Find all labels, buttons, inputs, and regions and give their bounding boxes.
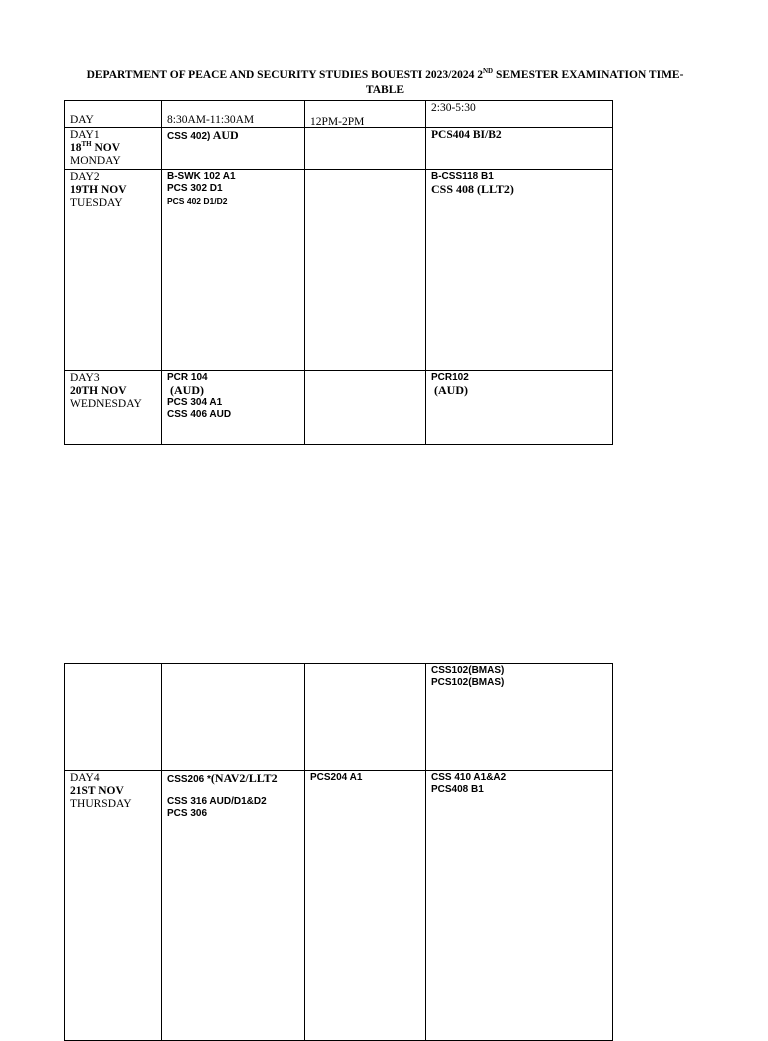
day3-slot3-venue: (AUD) <box>431 383 468 397</box>
title-line1: DEPARTMENT OF PEACE AND SECURITY STUDIES BOUESTI 2023/2024 2 <box>86 69 483 81</box>
continued-slot3-course-2: PCS102(BMAS) <box>431 677 505 688</box>
day3-slot3 <box>426 371 613 445</box>
day3-slot1-venue: (AUD) <box>167 383 204 397</box>
day4-slot1 <box>162 771 305 1041</box>
day1-slot1-venue: AUD <box>210 128 239 142</box>
day1-slot2 <box>305 128 426 170</box>
day2-slot1 <box>162 170 305 371</box>
day1-date <box>70 142 157 155</box>
continued-slot3-course-1: CSS102(BMAS) <box>431 665 505 676</box>
day1-label: DAY1 <box>70 129 100 141</box>
day3-slot1-course-1: PCR 104 <box>167 372 208 383</box>
day2-slot1-course-3: PCS 402 D1/D2 <box>167 196 228 206</box>
day1-date-month: NOV <box>91 142 121 154</box>
title-sup: ND <box>482 67 494 76</box>
header-slot1: 8:30AM-11:30AM <box>162 101 305 128</box>
day4-slot1-course-3: PCS 306 <box>167 808 208 819</box>
day1-slot1-course: CSS 402) <box>167 131 211 142</box>
header-slot2-text: 12PM-2PM <box>310 116 365 128</box>
day2-date: 19TH NOV <box>70 184 127 196</box>
day1-weekday: MONDAY <box>70 155 121 167</box>
day2-slot3-course-1: B-CSS118 B1 <box>431 171 494 182</box>
header-slot3: 2:30-5:30 <box>426 101 613 128</box>
table-row-day3 <box>65 371 613 445</box>
header-slot2 <box>305 101 426 128</box>
day2-slot1-course-1: B-SWK 102 A1 <box>167 171 236 182</box>
page-title <box>60 68 710 98</box>
continued-slot1 <box>162 664 305 771</box>
table-row-continued <box>65 664 613 771</box>
table-row-day1 <box>65 128 613 170</box>
day2-slot3-course-2: CSS 408 (LLT2) <box>431 182 514 196</box>
continued-day <box>65 664 162 771</box>
day3-date: 20TH NOV <box>70 385 127 397</box>
day2-slot1-course-2: PCS 302 D1 <box>167 183 223 194</box>
day2-cell <box>65 170 162 371</box>
day3-slot1-course-2: PCS 304 A1 <box>167 397 223 408</box>
continued-slot3 <box>426 664 613 771</box>
timetable-page2 <box>64 663 613 1041</box>
title-line2: TABLE <box>365 84 405 96</box>
day4-slot3-course-2: PCS408 B1 <box>431 784 484 795</box>
header-day: DAY <box>65 101 162 128</box>
day4-slot3-course-1: CSS 410 A1&A2 <box>431 772 507 783</box>
day4-slot1-course-2: CSS 316 AUD/D1&D2 <box>167 796 267 807</box>
day2-weekday: TUESDAY <box>70 197 123 209</box>
day4-weekday: THURSDAY <box>70 798 132 810</box>
day3-slot2 <box>305 371 426 445</box>
day4-label: DAY4 <box>70 772 100 784</box>
day4-slot3 <box>426 771 613 1041</box>
day3-cell <box>65 371 162 445</box>
day1-date-sup: TH <box>81 140 92 149</box>
continued-slot2 <box>305 664 426 771</box>
day1-cell <box>65 128 162 170</box>
day1-slot3: PCS404 BI/B2 <box>426 128 613 170</box>
table-row-day4 <box>65 771 613 1041</box>
table-row-day2 <box>65 170 613 371</box>
day4-cell <box>65 771 162 1041</box>
title-line1-suffix: SEMESTER EXAMINATION TIME- <box>493 69 684 81</box>
day3-label: DAY3 <box>70 372 100 384</box>
day4-slot2 <box>305 771 426 1041</box>
day2-slot2 <box>305 170 426 371</box>
day4-date: 21ST NOV <box>70 785 124 797</box>
day3-slot3-course: PCR102 <box>431 372 469 383</box>
day3-slot1-course-3: CSS 406 AUD <box>167 409 232 420</box>
day4-slot2-course: PCS204 A1 <box>310 772 363 783</box>
day3-slot1 <box>162 371 305 445</box>
day2-slot3 <box>426 170 613 371</box>
day4-slot1-venue-1: (NAV2/LLT2 <box>210 771 278 785</box>
day1-date-num: 18 <box>70 142 82 154</box>
day4-slot1-course-1: CSS206 * <box>167 774 211 785</box>
day1-slot1 <box>162 128 305 170</box>
header-row <box>65 101 613 128</box>
day3-weekday: WEDNESDAY <box>70 398 142 410</box>
timetable-page1 <box>64 100 613 445</box>
day2-label: DAY2 <box>70 171 100 183</box>
